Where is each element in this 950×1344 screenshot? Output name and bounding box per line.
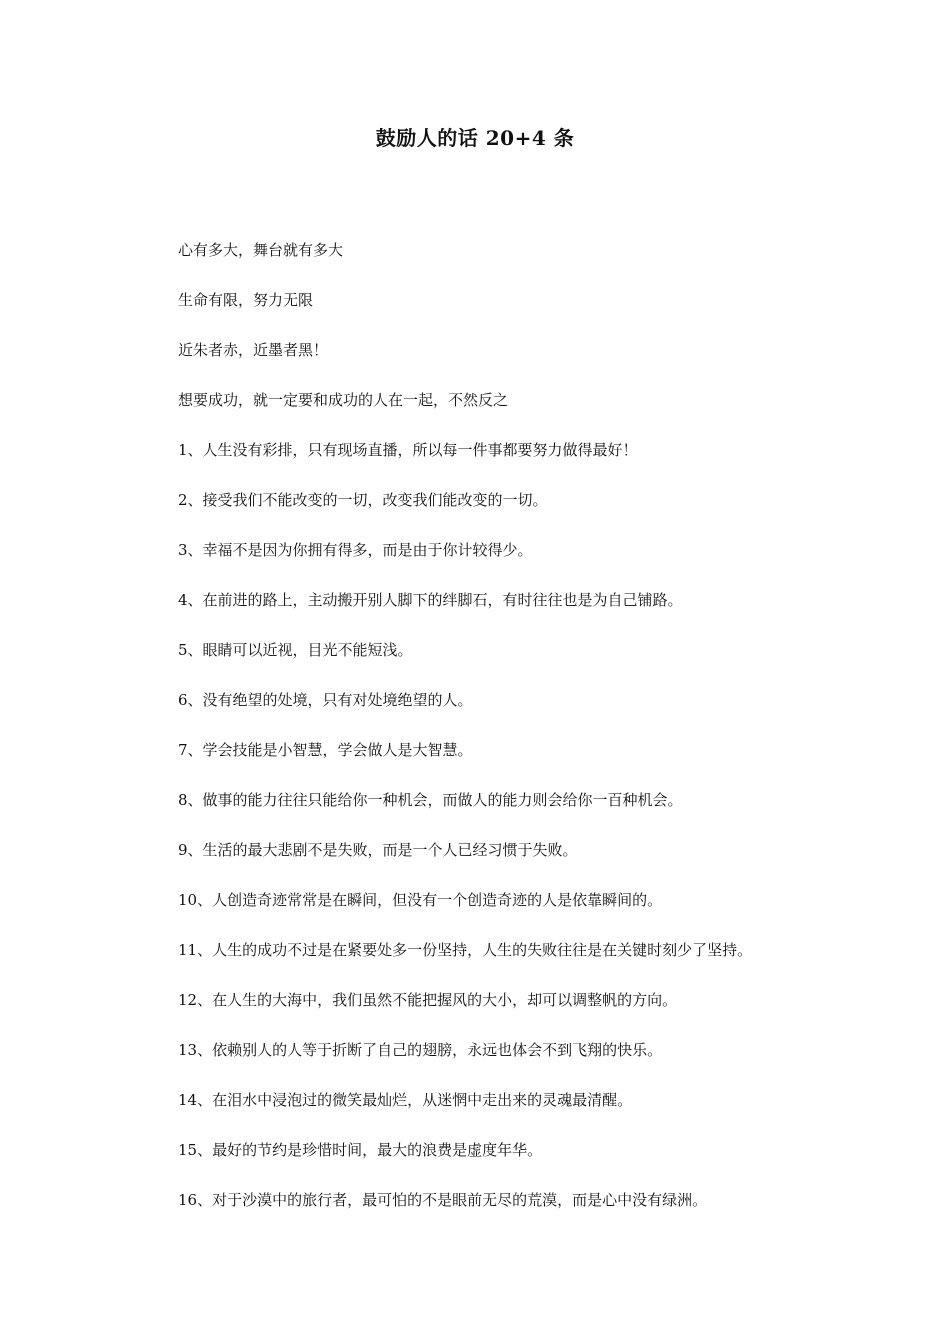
quote-line: 8、做事的能力往往只能给你一种机会，而做人的能力则会给你一百种机会。 bbox=[178, 791, 683, 809]
quote-line: 3、幸福不是因为你拥有得多，而是由于你计较得少。 bbox=[178, 541, 533, 559]
quote-line: 心有多大，舞台就有多大 bbox=[178, 241, 344, 259]
quote-line: 4、在前进的路上，主动搬开别人脚下的绊脚石，有时往往也是为自己铺路。 bbox=[178, 591, 683, 609]
quote-line: 14、在泪水中浸泡过的微笑最灿烂，从迷惘中走出来的灵魂最清醒。 bbox=[178, 1091, 633, 1109]
page-title: 鼓励人的话 20+4 条 bbox=[375, 126, 575, 150]
quote-line: 1、人生没有彩排，只有现场直播，所以每一件事都要努力做得最好！ bbox=[178, 441, 638, 459]
quote-line: 10、人创造奇迹常常是在瞬间，但没有一个创造奇迹的人是依靠瞬间的。 bbox=[178, 891, 663, 909]
quote-line: 6、没有绝望的处境，只有对处境绝望的人。 bbox=[178, 691, 473, 709]
quote-line: 13、依赖别人的人等于折断了自己的翅膀，永远也体会不到飞翔的快乐。 bbox=[178, 1041, 663, 1059]
quote-line: 15、最好的节约是珍惜时间，最大的浪费是虚度年华。 bbox=[178, 1141, 543, 1159]
quote-line: 9、生活的最大悲剧不是失败，而是一个人已经习惯于失败。 bbox=[178, 841, 578, 859]
quote-line: 近朱者赤，近墨者黑！ bbox=[178, 341, 329, 359]
quote-line: 想要成功，就一定要和成功的人在一起，不然反之 bbox=[178, 391, 509, 409]
quote-line: 7、学会技能是小智慧，学会做人是大智慧。 bbox=[178, 741, 473, 759]
quote-list bbox=[178, 240, 878, 1240]
quote-line: 5、眼睛可以近视，目光不能短浅。 bbox=[178, 641, 413, 659]
quote-line: 2、接受我们不能改变的一切，改变我们能改变的一切。 bbox=[178, 491, 548, 509]
quote-line: 11、人生的成功不过是在紧要处多一份坚持，人生的失败往往是在关键时刻少了坚持。 bbox=[178, 941, 753, 959]
quote-line: 生命有限，努力无限 bbox=[178, 291, 314, 309]
quote-line: 16、对于沙漠中的旅行者，最可怕的不是眼前无尽的荒漠，而是心中没有绿洲。 bbox=[178, 1191, 708, 1209]
quote-line: 12、在人生的大海中，我们虽然不能把握风的大小，却可以调整帆的方向。 bbox=[178, 991, 678, 1009]
